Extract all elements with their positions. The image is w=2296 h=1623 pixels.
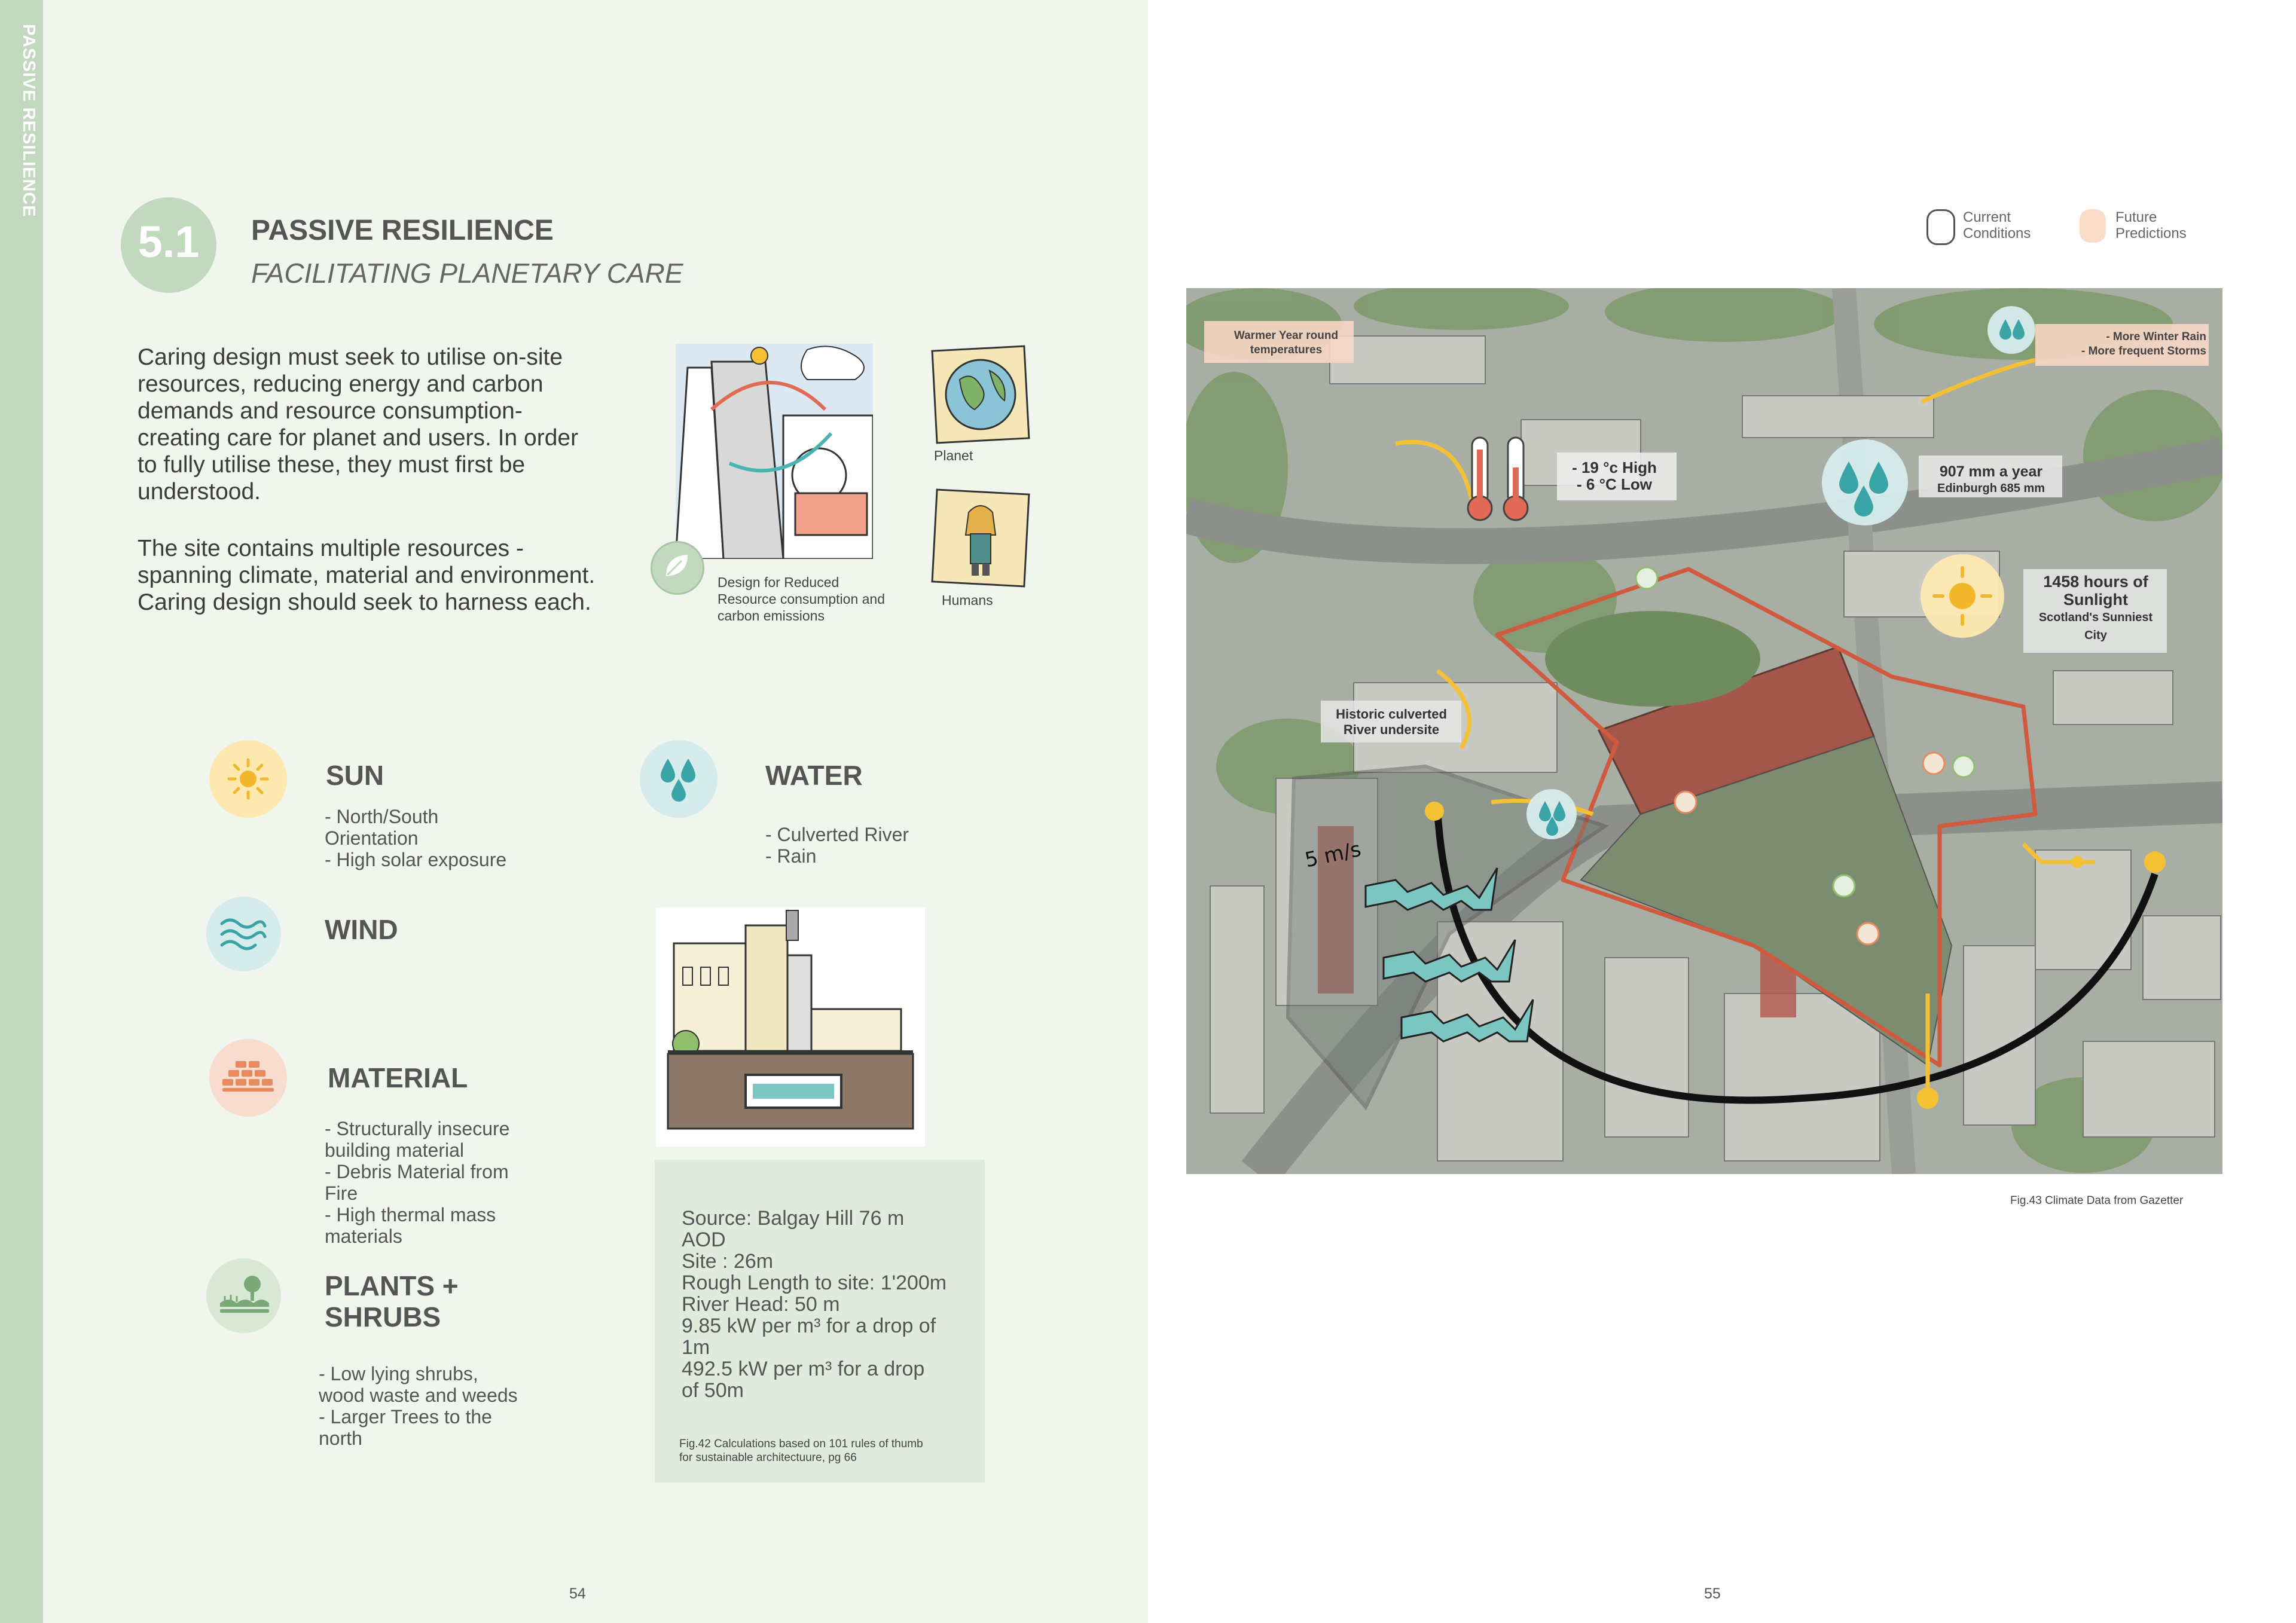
text-line: River undersite bbox=[1343, 722, 1440, 737]
list-item: - Structurally insecure bbox=[325, 1118, 510, 1139]
material-list bbox=[325, 1118, 509, 1247]
sun-icon bbox=[224, 755, 272, 803]
text-line: Caring design should seek to harness each. bbox=[138, 589, 591, 615]
sun-list bbox=[325, 806, 506, 870]
list-item: - Debris Material from bbox=[325, 1161, 509, 1182]
list-item: - High thermal mass bbox=[325, 1204, 496, 1225]
text-line: Edinburgh 685 mm bbox=[1937, 482, 2045, 495]
plants-list bbox=[319, 1363, 518, 1449]
text-line: Predictions bbox=[2115, 225, 2187, 242]
text-line: 492.5 kW per m³ for a drop bbox=[682, 1358, 925, 1380]
text-line: Warmer Year round bbox=[1234, 329, 1339, 342]
text-line: carbon emissions bbox=[718, 608, 825, 623]
list-item: - Low lying shrubs, bbox=[319, 1363, 478, 1384]
side-tab bbox=[0, 0, 43, 1623]
text-line: Site : 26m bbox=[682, 1250, 774, 1273]
map-label-warmer bbox=[1217, 329, 1355, 357]
diagram-caption bbox=[718, 574, 933, 624]
text-line: Design for Reduced bbox=[718, 574, 839, 590]
map-label-river bbox=[1323, 707, 1460, 738]
page-number-left: 54 bbox=[569, 1585, 586, 1602]
text-line: understood. bbox=[138, 479, 261, 505]
right-page bbox=[1148, 0, 2296, 1623]
list-item: - North/South bbox=[325, 806, 439, 827]
material-title: MATERIAL bbox=[328, 1062, 468, 1093]
humans-icon bbox=[930, 487, 1031, 589]
text-line: - More frequent Storms bbox=[2081, 345, 2206, 357]
map-label-temperatures bbox=[1564, 459, 1665, 493]
wind-title: WIND bbox=[325, 914, 398, 945]
leaf-icon bbox=[661, 551, 691, 581]
text-line: SHRUBS bbox=[325, 1301, 441, 1332]
text-line: - More Winter Rain bbox=[2106, 331, 2206, 343]
bricks-icon bbox=[221, 1060, 275, 1096]
text-line: - 19 °c High bbox=[1572, 459, 1657, 476]
list-item: building material bbox=[325, 1139, 465, 1161]
care-diagram-illustration bbox=[676, 344, 873, 559]
text-line: Sunlight bbox=[2063, 591, 2128, 609]
list-item: Orientation bbox=[325, 827, 419, 849]
legend-current-label bbox=[1963, 209, 2031, 242]
text-line: 1458 hours of bbox=[2043, 573, 2148, 591]
text-line: AOD bbox=[682, 1228, 726, 1251]
text-line: Historic culverted bbox=[1336, 707, 1447, 722]
text-line: Conditions bbox=[1963, 225, 2031, 242]
text-line: City bbox=[2084, 629, 2107, 642]
list-item: north bbox=[319, 1428, 362, 1449]
text-line: Current bbox=[1963, 209, 2011, 225]
map-label-sunlight bbox=[2027, 573, 2164, 644]
intro-paragraph-1 bbox=[138, 344, 652, 505]
list-item: - Rain bbox=[765, 845, 817, 867]
text-line: creating care for planet and users. In order bbox=[138, 425, 579, 451]
wind-icon bbox=[218, 910, 269, 958]
text-line: temperatures bbox=[1250, 344, 1323, 356]
culvert-illustration bbox=[656, 907, 925, 1147]
text-line: demands and resource consumption- bbox=[138, 398, 523, 424]
calculation-text bbox=[682, 1208, 981, 1401]
map-label-wind-speed: 5 m/s bbox=[1302, 837, 1363, 873]
text-line: for sustainable architectuure, pg 66 bbox=[679, 1451, 857, 1464]
map-label-winter-rain bbox=[2051, 330, 2206, 359]
text-line: of 50m bbox=[682, 1379, 744, 1402]
text-line: PLANTS + bbox=[325, 1270, 459, 1301]
list-item: - Larger Trees to the bbox=[319, 1406, 492, 1428]
text-line: The site contains multiple resources - bbox=[138, 536, 524, 561]
planet-label: Planet bbox=[934, 448, 973, 463]
text-line: Source: Balgay Hill 76 m bbox=[682, 1207, 905, 1230]
text-line: spanning climate, material and environment. bbox=[138, 563, 596, 588]
plants-title bbox=[325, 1270, 459, 1332]
list-item: - High solar exposure bbox=[325, 849, 507, 870]
calculation-caption bbox=[679, 1437, 923, 1465]
planet-icon bbox=[930, 344, 1031, 445]
text-line: 1m bbox=[682, 1336, 710, 1359]
text-line: resources, reducing energy and carbon bbox=[138, 371, 544, 397]
water-list bbox=[765, 824, 909, 867]
humans-label: Humans bbox=[942, 592, 993, 608]
text-line: Scotland's Sunniest bbox=[2038, 611, 2153, 624]
text-line: to fully utilise these, they must first be bbox=[138, 452, 526, 478]
map-caption: Fig.43 Climate Data from Gazetter bbox=[2010, 1194, 2184, 1207]
legend-current-swatch bbox=[1926, 209, 1955, 245]
side-tab-label: PASSIVE RESILIENCE bbox=[19, 24, 38, 218]
section-number: 5.1 bbox=[138, 217, 200, 267]
section-subtitle: FACILITATING PLANETARY CARE bbox=[251, 258, 683, 289]
text-line: - 6 °C Low bbox=[1577, 475, 1652, 493]
list-item: - Culverted River bbox=[765, 824, 909, 845]
text-line: Fig.42 Calculations based on 101 rules of thumb bbox=[679, 1438, 923, 1450]
water-drops-icon bbox=[655, 755, 703, 803]
legend-future-swatch bbox=[2080, 209, 2106, 243]
map-label-rainfall bbox=[1922, 463, 2060, 497]
intro-paragraph-2 bbox=[138, 535, 652, 616]
text-line: River Head: 50 m bbox=[682, 1293, 840, 1316]
legend-future-label bbox=[2115, 209, 2187, 242]
text-line: 907 mm a year bbox=[1939, 463, 2043, 480]
shrub-icon bbox=[216, 1272, 271, 1319]
section-title: PASSIVE RESILIENCE bbox=[251, 215, 554, 246]
water-title: WATER bbox=[765, 760, 863, 791]
text-line: Caring design must seek to utilise on-site bbox=[138, 344, 563, 370]
page-number-right: 55 bbox=[1704, 1585, 1721, 1602]
text-line: Future bbox=[2115, 209, 2157, 225]
list-item: wood waste and weeds bbox=[319, 1384, 518, 1406]
sun-title: SUN bbox=[326, 760, 384, 791]
list-item: materials bbox=[325, 1225, 402, 1247]
text-line: 9.85 kW per m³ for a drop of bbox=[682, 1315, 936, 1337]
text-line: Resource consumption and bbox=[718, 591, 885, 607]
text-line: Rough Length to site: 1'200m bbox=[682, 1271, 947, 1294]
list-item: Fire bbox=[325, 1182, 358, 1204]
